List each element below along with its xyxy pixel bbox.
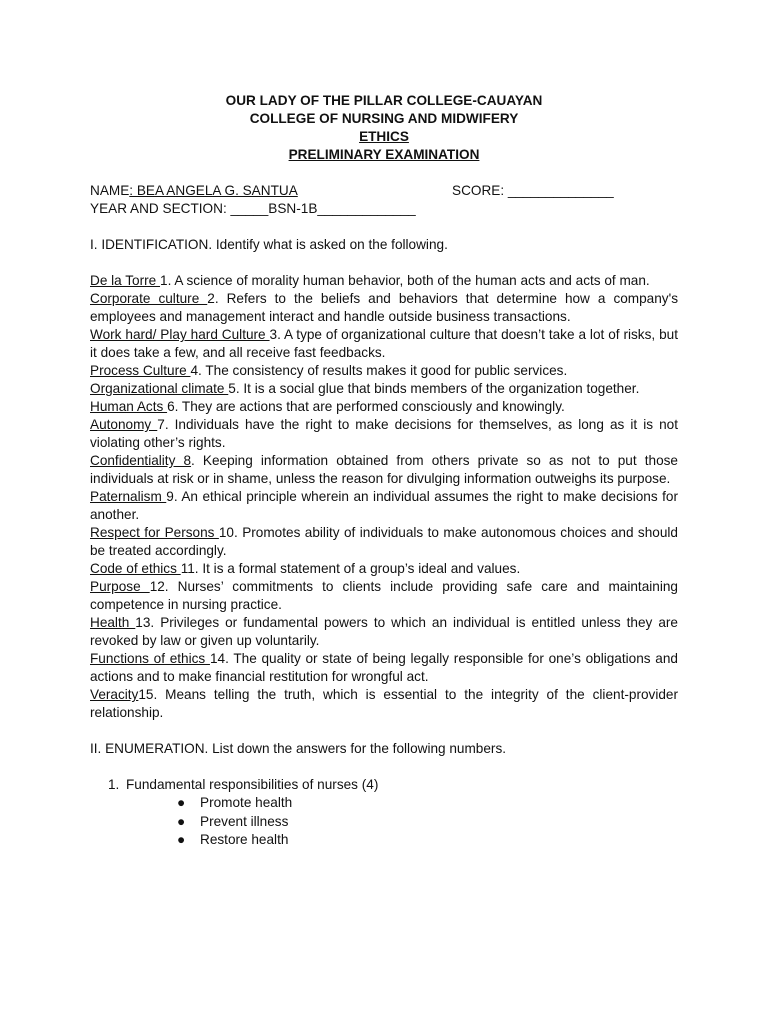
exam-header — [90, 92, 678, 164]
identification-item — [90, 326, 678, 362]
item-answer: Organizational climate — [90, 381, 229, 396]
identification-item — [90, 416, 678, 452]
identification-item — [90, 614, 678, 650]
year-section-field: YEAR AND SECTION: _____BSN-1B_____________ — [90, 201, 416, 216]
score-field: SCORE: ______________ — [452, 183, 614, 198]
identification-list — [90, 272, 678, 722]
identification-item — [90, 272, 678, 290]
question-number: 1. — [108, 777, 120, 792]
item-answer: Paternalism — [90, 489, 167, 504]
item-question: 5. It is a social glue that binds members of the organization together. — [228, 381, 640, 396]
item-answer: Work hard/ Play hard Culture — [90, 327, 270, 342]
enumeration-list — [90, 776, 678, 850]
answer-text: Restore health — [200, 832, 289, 847]
answer-text: Prevent illness — [200, 813, 289, 829]
item-answer: Human Acts — [90, 399, 168, 414]
item-question: 14. The quality or state of being legally responsible for one’s obligations and actions and to make financial restitution for wrongful act. — [90, 651, 678, 684]
answer-list — [90, 794, 678, 850]
list-item — [177, 794, 678, 813]
identification-item — [90, 380, 678, 398]
question-text: Fundamental responsibilities of nurses (4) — [126, 777, 379, 792]
answer-text: Promote health — [200, 795, 293, 810]
item-answer: Confidentiality 8 — [90, 453, 192, 468]
student-info — [90, 182, 678, 218]
subject-title: ETHICS — [359, 129, 409, 144]
item-question: 6. They are actions that are performed consciously and knowingly. — [167, 399, 565, 414]
item-question: 4. The consistency of results makes it good for public services. — [190, 363, 568, 378]
item-answer: Purpose — [90, 579, 150, 594]
identification-item — [90, 560, 678, 578]
identification-item — [90, 398, 678, 416]
item-answer: Health — [90, 615, 136, 630]
identification-item — [90, 290, 678, 326]
identification-item — [90, 452, 678, 488]
identification-item — [90, 524, 678, 560]
list-item — [177, 831, 678, 850]
item-question: 10. Promotes ability of individuals to make autonomous choices and should be treated accordingly. — [90, 525, 678, 558]
item-answer: Respect for Persons — [90, 525, 219, 540]
enumeration-question — [90, 776, 678, 794]
identification-title: I. IDENTIFICATION. Identify what is asked on the following. — [90, 237, 448, 252]
bullet-icon: ● — [177, 832, 186, 847]
item-question: 12. Nurses’ commitments to clients include providing safe care and maintaining competence in nursing practice. — [90, 579, 678, 612]
identification-item — [90, 362, 678, 380]
item-question: 15. Means telling the truth, which is essential to the integrity of the client-provider relationship. — [90, 687, 678, 720]
identification-item — [90, 578, 678, 614]
bullet-icon: ● — [177, 795, 186, 810]
list-item — [177, 813, 678, 832]
identification-item — [90, 686, 678, 722]
item-answer: De la Torre — [90, 273, 161, 288]
item-answer: Functions of ethics — [90, 651, 210, 666]
school-name: OUR LADY OF THE PILLAR COLLEGE-CAUAYAN — [225, 93, 543, 108]
identification-item — [90, 488, 678, 524]
item-answer: Autonomy — [90, 417, 158, 432]
name-label: NAME — [90, 183, 130, 198]
item-question: 9. An ethical principle wherein an individual assumes the right to make decisions for another. — [90, 489, 678, 522]
item-question: 7. Individuals have the right to make decisions for themselves, as long as it is not violating other’s rights. — [90, 417, 679, 450]
item-answer: Corporate culture — [90, 291, 208, 306]
name-value: : BEA ANGELA G. SANTUA — [129, 183, 298, 198]
college-name: COLLEGE OF NURSING AND MIDWIFERY — [249, 111, 519, 126]
enumeration-title: II. ENUMERATION. List down the answers for the following numbers. — [90, 741, 507, 756]
bullet-icon: ● — [177, 813, 186, 829]
exam-title: PRELIMINARY EXAMINATION — [288, 147, 480, 162]
item-question: 13. Privileges or fundamental powers to which an individual is entitled unless they are revoked by law or given up voluntarily. — [90, 615, 678, 648]
item-question: 2. Refers to the beliefs and behaviors that determine how a company's employees and management interact and handle outside business transactions. — [90, 291, 678, 324]
item-question: 3. A type of organizational culture that doesn’t take a lot of risks, but it does take a few, and all receive fast feedbacks. — [90, 327, 678, 360]
item-answer: Process Culture — [90, 363, 191, 378]
item-question: . Keeping information obtained from others private so as not to put those individuals at risk or in shame, unless the reason for divulging information outweighs its purpose. — [90, 453, 678, 486]
item-question: 11. It is a formal statement of a group’s ideal and values. — [180, 561, 521, 576]
identification-item — [90, 650, 678, 686]
item-answer: Code of ethics — [90, 561, 181, 576]
item-answer: Veracity — [90, 687, 139, 702]
item-question: 1. A science of morality human behavior, both of the human acts and acts of man. — [160, 273, 650, 288]
